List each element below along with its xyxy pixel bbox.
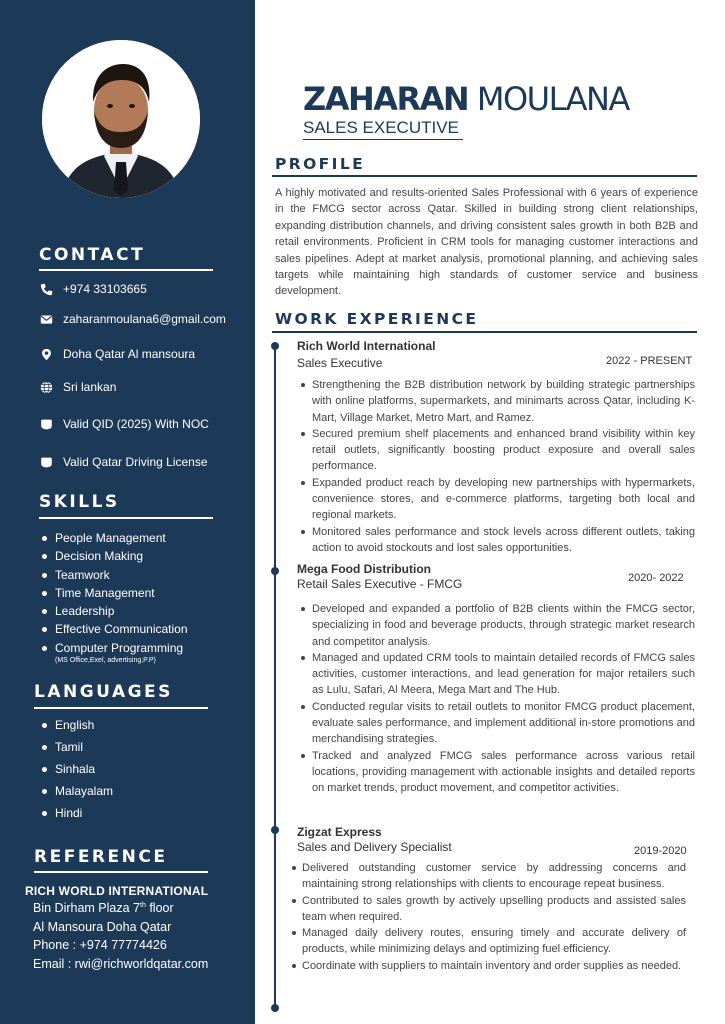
job-dates: 2022 - PRESENT	[606, 355, 693, 367]
last-name: MOULANA	[476, 80, 629, 118]
reference-email: Email : rwi@richworldqatar.com	[33, 957, 209, 971]
job-duties	[297, 377, 695, 556]
skills-list	[40, 530, 240, 658]
id-card-icon	[38, 416, 54, 432]
reference-divider	[34, 871, 208, 873]
list-item: Monitored sales performance and stock levels across different outlets, taking action to avoid stockouts and lost sales opportunities.	[297, 524, 695, 557]
contact-qid	[38, 416, 209, 432]
reference-address-prefix: Bin Dirham Plaza 7	[33, 901, 140, 915]
timeline-dot	[271, 342, 279, 350]
list-item: Sinhala	[40, 761, 113, 783]
job-dates: 2020- 2022	[628, 572, 684, 584]
job-company: Mega Food Distribution	[297, 562, 431, 576]
reference-company: RICH WORLD INTERNATIONAL	[25, 884, 209, 898]
reference-address-sup: th	[140, 901, 146, 909]
job-role: Sales and Delivery Specialist	[297, 840, 452, 854]
languages-divider	[34, 707, 208, 709]
list-item: Strengthening the B2B distribution network by building strategic partnerships with online platforms, supermarkets, and minimarts across Qatar, including K-Mart, Village Market, Metro Mart, and Ramez.	[297, 377, 695, 426]
profile-divider	[272, 175, 697, 177]
list-item: Conducted regular visits to retail outlets to monitor FMCG product placement, evaluate sales performance, and implement additional in-store promotions and merchandising strategies.	[297, 699, 695, 748]
job-role: Retail Sales Executive - FMCG	[297, 577, 463, 591]
full-name	[303, 80, 629, 118]
list-item: Coordinate with suppliers to maintain inventory and order supplies as needed.	[288, 958, 686, 974]
contact-license	[38, 454, 208, 470]
languages-list	[40, 717, 113, 827]
timeline-dot	[271, 1004, 279, 1012]
first-name: ZAHARAN	[303, 80, 469, 118]
job-duties	[297, 601, 695, 797]
work-experience-heading: WORK EXPERIENCE	[275, 310, 479, 328]
list-item: Secured premium shelf placements and enhanced brand visibility within key retail outlets, significantly boosting product exposure and overall sales performance.	[297, 426, 695, 475]
reference-city: Al Mansoura Doha Qatar	[33, 920, 172, 934]
skills-note: (MS Office,Exel, advertising,P.P)	[55, 657, 156, 664]
list-item: Expanded product reach by developing new partnerships with hypermarkets, convenience stores, and e-commerce platforms, targeting both local and regional markets.	[297, 475, 695, 524]
contact-divider	[39, 269, 213, 271]
languages-heading: LANGUAGES	[34, 682, 173, 702]
title-underline	[303, 139, 463, 140]
timeline-dot	[271, 826, 279, 834]
work-experience-divider	[272, 331, 697, 333]
skills-heading: SKILLS	[39, 492, 120, 512]
job-title: SALES EXECUTIVE	[303, 118, 459, 137]
list-item: Hindi	[40, 805, 113, 827]
location-pin-icon	[38, 346, 54, 362]
list-item: Managed and updated CRM tools to maintain detailed records of FMCG sales activities, customer interactions, and lead generation for major retailers such as Lulu, Safari, Al Meera, Mega Mart and The Hub.	[297, 650, 695, 699]
contact-phone	[38, 281, 147, 297]
contact-email-text: zaharanmoulana6@gmail.com	[63, 312, 226, 326]
contact-qid-text: Valid QID (2025) With NOC	[63, 417, 209, 431]
list-item: Computer Programming	[40, 640, 240, 658]
profile-heading: PROFILE	[275, 155, 366, 173]
job-role: Sales Executive	[297, 356, 383, 370]
contact-location	[38, 346, 195, 362]
profile-summary: A highly motivated and results-oriented Sales Professional with 6 years of experience in the FMCG sector across Qatar. Skilled in building strong client relationships, expanding distribution channels, and driving consistent sales growth in both B2B and retail environments. Proficient in CRM tools for managing customer interactions and sales pipelines. Adept at market analysis, promotional planning, and achieving sales targets while maintaining high standards of customer service and business development.	[275, 187, 698, 298]
list-item: Decision Making	[40, 548, 240, 566]
skills-divider	[39, 517, 213, 519]
reference-phone: Phone : +974 77774426	[33, 938, 167, 952]
globe-icon	[38, 379, 54, 395]
contact-heading: CONTACT	[39, 245, 146, 265]
list-item: Teamwork	[40, 567, 240, 585]
list-item: Delivered outstanding customer service by addressing concerns and maintaining strong relationships with clients to encourage repeat business.	[288, 860, 686, 893]
contact-location-text: Doha Qatar Al mansoura	[63, 347, 196, 361]
phone-icon	[38, 281, 54, 297]
profile-photo	[42, 40, 200, 198]
reference-heading: REFERENCE	[34, 847, 168, 867]
timeline-dot	[271, 567, 279, 575]
sidebar	[0, 0, 255, 1024]
person-portrait-icon	[42, 40, 200, 198]
timeline-line	[274, 345, 276, 1010]
contact-email	[38, 311, 226, 327]
list-item: Time Management	[40, 585, 240, 603]
contact-nationality-text: Sri lankan	[63, 380, 117, 394]
list-item: Tamil	[40, 739, 113, 761]
list-item: People Management	[40, 530, 240, 548]
list-item: Tracked and analyzed FMCG sales performance across various retail locations, providing management with actionable insights and detailed reports on market trends, product movement, and competitor activities.	[297, 748, 695, 797]
list-item: Contributed to sales growth by actively upselling products and assisted sales team when required.	[288, 893, 686, 926]
list-item: Leadership	[40, 603, 240, 621]
job-company: Zigzat Express	[297, 825, 382, 839]
list-item: Managed daily delivery routes, ensuring timely and accurate delivery of products, while minimizing delays and optimizing fuel efficiency.	[288, 925, 686, 958]
contact-phone-text: +974 33103665	[63, 282, 147, 296]
list-item: Malayalam	[40, 783, 113, 805]
list-item: Developed and expanded a portfolio of B2B clients within the FMCG sector, specializing in food and beverage products, through strategic market research and competitor analysis.	[297, 601, 695, 650]
contact-license-text: Valid Qatar Driving License	[63, 455, 208, 469]
license-icon	[38, 454, 54, 470]
reference-address-suffix: floor	[145, 901, 174, 915]
list-item: Effective Communication	[40, 621, 240, 639]
job-duties	[288, 860, 686, 974]
job-company: Rich World International	[297, 339, 436, 353]
job-dates: 2019-2020	[634, 845, 687, 857]
mail-icon	[38, 311, 54, 327]
list-item: English	[40, 717, 113, 739]
reference-address	[33, 901, 174, 915]
contact-nationality	[38, 379, 116, 395]
